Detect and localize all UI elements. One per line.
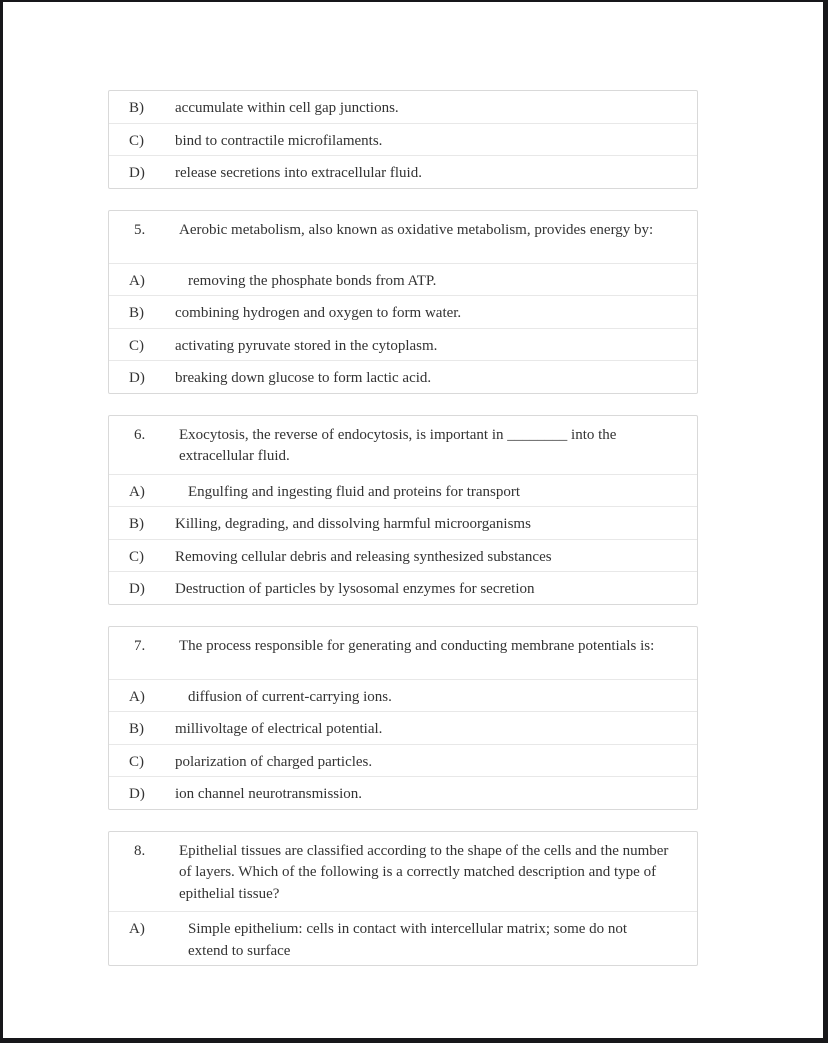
question-row [109,627,697,679]
option-text: Simple epithelium: cells in contact with intercellular matrix; some do not extend to surface [188,921,628,959]
question-text: Exocytosis, the reverse of endocytosis, is important in ________ into the extracellular fluid. [179,426,617,464]
option-row [109,711,697,744]
option-text: accumulate within cell gap junctions. [175,100,399,116]
option-letter: C) [129,753,144,770]
window-frame-left [0,0,3,1043]
question-number: 6. [134,426,146,443]
option-row [109,328,697,361]
option-row [109,295,697,328]
window-frame-bottom [0,1038,828,1043]
option-text: polarization of charged particles. [175,753,373,770]
option-text: combining hydrogen and oxygen to form water. [175,305,462,321]
question-block [108,90,698,189]
option-text: Removing cellular debris and releasing synthesized substances [175,548,552,565]
option-letter: A) [129,272,145,289]
option-text: bind to contractile microfilaments. [175,132,383,149]
option-row [109,776,697,809]
option-row [109,474,697,507]
option-letter: C) [129,337,144,354]
option-text: Engulfing and ingesting fluid and proteins for transport [188,483,521,500]
option-row [109,91,697,123]
option-text: removing the phosphate bonds from ATP. [188,272,437,289]
question-block [108,210,698,394]
option-text: ion channel neurotransmission. [175,786,363,802]
option-text: millivoltage of electrical potential. [175,721,383,737]
option-row [109,360,697,393]
option-text: release secretions into extracellular fluid. [175,165,422,181]
question-number: 8. [134,842,146,859]
option-text: diffusion of current-carrying ions. [188,688,392,705]
option-letter: D) [129,786,145,802]
option-row [109,744,697,777]
option-letter: D) [129,165,145,181]
option-letter: A) [129,688,145,705]
question-text: The process responsible for generating and conducting membrane potentials is: [179,637,655,654]
question-text: Aerobic metabolism, also known as oxidative metabolism, provides energy by: [179,221,654,238]
question-number: 7. [134,637,146,654]
question-block [108,626,698,810]
option-letter: A) [129,921,145,937]
question-row [109,211,697,263]
option-row [109,263,697,296]
option-row [109,539,697,572]
question-number: 5. [134,221,146,238]
option-text: Destruction of particles by lysosomal enzymes for secretion [175,581,535,597]
question-row [109,416,697,474]
option-letter: B) [129,516,144,532]
question-block [108,831,698,967]
option-letter: C) [129,548,144,565]
option-letter: B) [129,305,144,321]
option-row [109,571,697,604]
option-letter: B) [129,721,144,737]
question-text: Epithelial tissues are classified according to the shape of the cells and the number of layers. Which of the following is a correctly matched description and type of epithelial tissue? [179,842,669,902]
option-row [109,123,697,156]
option-letter: B) [129,100,144,116]
option-letter: D) [129,581,145,597]
option-row [109,911,697,965]
option-row [109,155,697,188]
question-row [109,832,697,912]
option-row [109,679,697,712]
option-text: breaking down glucose to form lactic acid. [175,370,432,386]
option-letter: C) [129,132,144,149]
window-frame-top [0,0,828,2]
quiz-question-list [108,90,698,987]
option-row [109,506,697,539]
option-text: activating pyruvate stored in the cytoplasm. [175,337,438,354]
option-letter: D) [129,370,145,386]
window-frame-right [823,0,828,1043]
option-text: Killing, degrading, and dissolving harmful microorganisms [175,516,531,532]
option-letter: A) [129,483,145,500]
question-block [108,415,698,605]
